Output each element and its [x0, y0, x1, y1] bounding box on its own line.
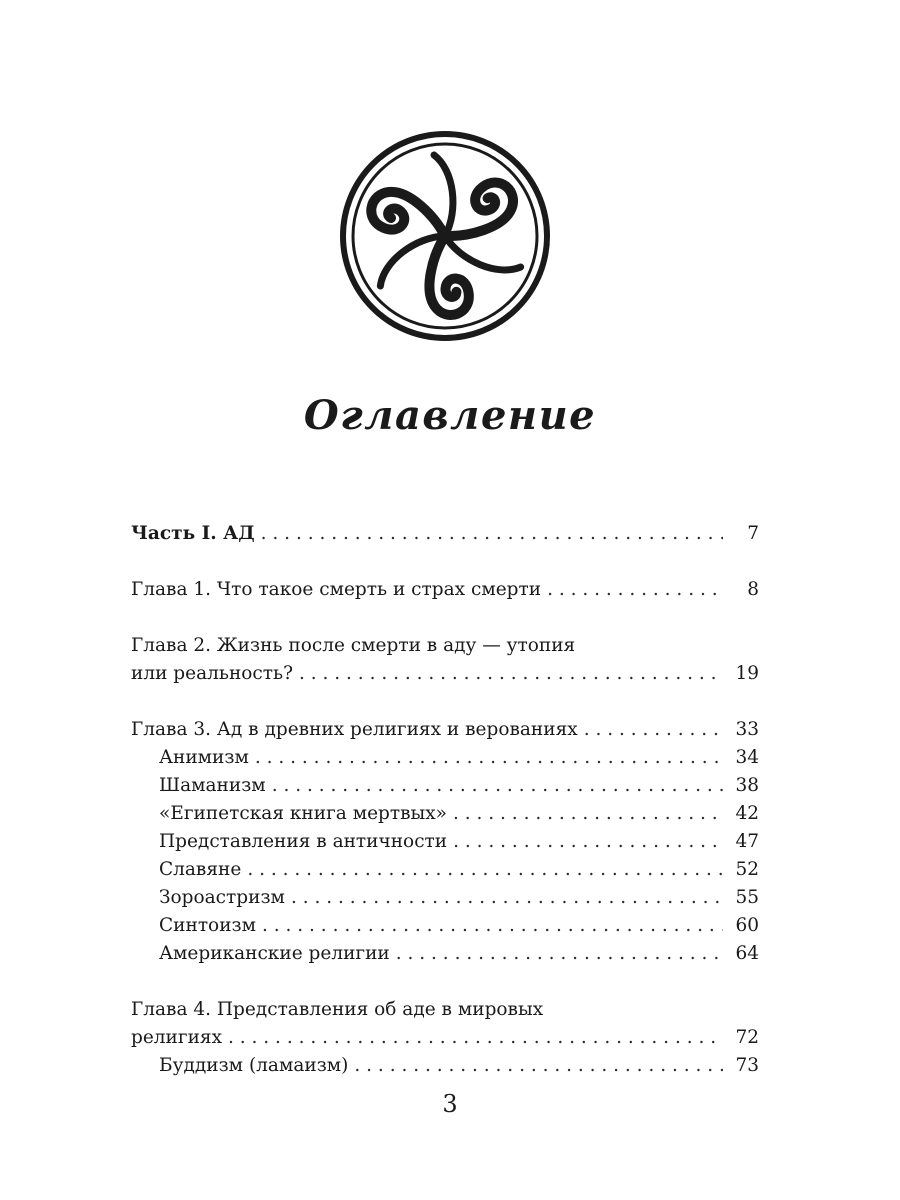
toc-subentry[interactable] [131, 912, 759, 940]
toc-subentry[interactable] [131, 772, 759, 800]
toc-entry-part-1[interactable] [131, 520, 759, 548]
toc-page-number: 34 [735, 747, 759, 768]
toc-page-number: 42 [735, 803, 759, 824]
toc-entry-label: Зороастризм [159, 887, 285, 908]
dot-leader [299, 660, 723, 688]
dot-leader [453, 800, 723, 828]
toc-subentry[interactable] [131, 1052, 759, 1080]
dot-leader [272, 772, 723, 800]
dot-leader [547, 576, 723, 604]
toc-entry-chapter-4[interactable] [131, 996, 759, 1052]
celtic-triskelion-icon [339, 130, 551, 342]
toc-page-number: 72 [735, 1027, 759, 1048]
toc-entry-label-line1: Глава 4. Представления об аде в мировых [131, 999, 544, 1020]
dot-leader [262, 912, 723, 940]
toc-entry-label: Синтоизм [159, 915, 256, 936]
page-number: 3 [442, 1090, 458, 1118]
toc-subentry[interactable] [131, 856, 759, 884]
dot-leader [261, 520, 723, 548]
toc-entry-label: Анимизм [159, 747, 249, 768]
toc-page-number: 8 [747, 579, 759, 600]
toc-page-number: 33 [735, 719, 759, 740]
toc-entry-label: Глава 1. Что такое смерть и страх смерти [131, 579, 542, 600]
toc-subentry[interactable] [131, 940, 759, 968]
dot-leader [291, 884, 723, 912]
toc-page-number: 7 [747, 523, 759, 544]
toc-entry-label-line1: Глава 2. Жизнь после смерти в аду — утопия [131, 635, 576, 656]
dot-leader [247, 856, 723, 884]
toc-subentry[interactable] [131, 828, 759, 856]
toc-subentry[interactable] [131, 744, 759, 772]
toc-entry-label: Буддизм (ламаизм) [159, 1055, 349, 1076]
toc-page-number: 47 [735, 831, 759, 852]
toc-subentry[interactable] [131, 800, 759, 828]
dot-leader [354, 1052, 723, 1080]
toc-entry-label: Глава 3. Ад в древних религиях и верованиях [131, 719, 578, 740]
toc-entry-label-line2: или реальность? [131, 663, 293, 684]
toc-subentry[interactable] [131, 884, 759, 912]
table-of-contents [131, 520, 759, 1080]
toc-page-number: 64 [735, 943, 759, 964]
toc-page-number: 52 [735, 859, 759, 880]
toc-entry-chapter-2[interactable] [131, 632, 759, 688]
toc-page-number: 38 [735, 775, 759, 796]
toc-page-number: 55 [735, 887, 759, 908]
dot-leader [584, 716, 723, 744]
dot-leader [453, 828, 723, 856]
toc-entry-label-line2: религиях [131, 1027, 223, 1048]
toc-page-number: 19 [735, 663, 759, 684]
toc-page-number: 73 [735, 1055, 759, 1076]
toc-entry-label: «Египетская книга мертвых» [159, 803, 447, 824]
toc-entry-label: Американские религии [159, 943, 390, 964]
toc-page-number: 60 [735, 915, 759, 936]
toc-entry-label: Часть I. АД [131, 523, 255, 544]
dot-leader [255, 744, 723, 772]
dot-leader [228, 1024, 723, 1052]
toc-entry-label: Представления в античности [159, 831, 448, 852]
toc-entry-label: Славяне [159, 859, 242, 880]
toc-entry-label: Шаманизм [159, 775, 266, 796]
toc-entry-chapter-3[interactable] [131, 716, 759, 744]
toc-entry-chapter-1[interactable] [131, 576, 759, 604]
page-title: Оглавление [303, 392, 597, 439]
dot-leader [396, 940, 723, 968]
